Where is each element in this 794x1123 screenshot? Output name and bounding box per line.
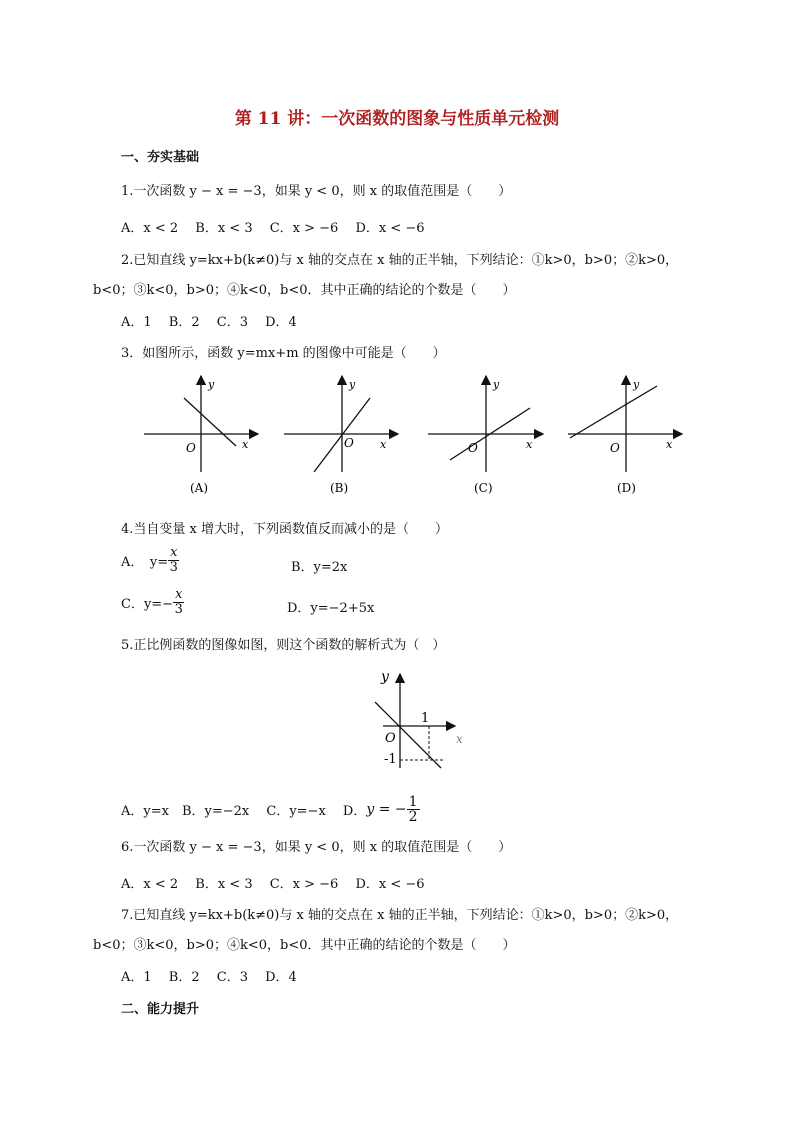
- question-4-option-d: D．y=−2+5x: [287, 601, 375, 616]
- graph-c-x-label: x: [526, 438, 533, 451]
- question-5-graph: [355, 664, 470, 772]
- graph-tick-one: 1: [421, 711, 430, 726]
- option-a-prefix: A． y=: [121, 555, 169, 570]
- graph-a-origin: O: [186, 441, 196, 455]
- graph-a-x-label: x: [242, 438, 249, 451]
- graph-d-origin: O: [610, 441, 620, 455]
- graph-b-caption: (B): [330, 481, 349, 495]
- option-d-denominator: 2: [408, 809, 418, 825]
- question-1-text: 1.一次函数 y − x = −3，如果 y < 0，则 x 的取值范围是（ ）: [121, 184, 512, 199]
- option-d-prefix: y = −: [366, 801, 407, 818]
- option-a-numerator: x: [170, 545, 178, 560]
- option-c-fraction: [173, 588, 184, 617]
- question-7-line1: 7.已知直线 y=kx+b(k≠0)与 x 轴的交点在 x 轴的正半轴，下列结论：①k>0，b>0；②k>0，: [121, 908, 679, 923]
- option-a-denominator: 3: [169, 560, 178, 575]
- option-d-numerator: 1: [408, 794, 418, 810]
- graph-c-caption: (C): [474, 481, 493, 495]
- question-4-option-c: [121, 588, 184, 617]
- graph-a: [144, 376, 258, 495]
- graph-b: [284, 376, 398, 495]
- question-4-option-a: [121, 546, 179, 575]
- graph-b-origin: O: [344, 436, 354, 450]
- option-a-fraction: [168, 546, 179, 575]
- question-4-option-b: B．y=2x: [291, 560, 348, 575]
- graph-c-origin: O: [468, 441, 478, 455]
- graph-a-y-label: y: [208, 378, 215, 391]
- question-2-options: A．1 B．2 C．3 D．4: [121, 315, 297, 330]
- graph-y-label: y: [381, 669, 389, 685]
- option-c-denominator: 3: [174, 602, 183, 617]
- question-2-line2: b<0；③k<0，b>0；④k<0，b<0．其中正确的结论的个数是（ ）: [93, 283, 516, 298]
- graph-d-caption: (D): [617, 481, 636, 495]
- graph-c: [428, 376, 543, 495]
- question-6-text: 6.一次函数 y − x = −3，如果 y < 0，则 x 的取值范围是（ ）: [121, 840, 512, 855]
- page-title: 第 11 讲：一次函数的图象与性质单元检测: [234, 109, 560, 129]
- graph-d-line: [570, 386, 657, 438]
- graph-a-caption: (A): [190, 481, 209, 495]
- question-3-graphs: [130, 368, 700, 500]
- section-heading-basics: 一、夯实基础: [121, 150, 200, 165]
- options-a-to-c: A．y=x B．y=−2x C．y=−x D．: [121, 804, 367, 819]
- option-d-fraction: [407, 795, 420, 824]
- question-7-options: A．1 B．2 C．3 D．4: [121, 970, 297, 985]
- graph-tick-minus-one: -1: [384, 752, 397, 767]
- option-c-prefix: C．y=−: [121, 597, 174, 612]
- question-4-text: 4.当自变量 x 增大时，下列函数值反而减小的是（ ）: [121, 522, 448, 537]
- graph-a-line: [184, 398, 236, 446]
- question-6-options: A．x < 2 B．x < 3 C．x > −6 D．x < −6: [121, 877, 425, 892]
- section-heading-advanced: 二、能力提升: [121, 1002, 200, 1017]
- graph-b-x-label: x: [380, 438, 387, 451]
- question-2-line1: 2.已知直线 y=kx+b(k≠0)与 x 轴的交点在 x 轴的正半轴，下列结论：①k>0，b>0；②k>0，: [121, 253, 679, 268]
- graph-b-y-label: y: [349, 378, 356, 391]
- question-1-options: A．x < 2 B．x < 3 C．x > −6 D．x < −6: [121, 221, 425, 236]
- graph-d-x-label: x: [666, 438, 673, 451]
- graph-d-y-label: y: [633, 378, 640, 391]
- graph-c-y-label: y: [493, 378, 500, 391]
- graph-x-label: x: [456, 732, 463, 746]
- question-3-text: 3．如图所示，函数 y=mx+m 的图像中可能是（ ）: [121, 346, 446, 361]
- question-7-line2: b<0；③k<0，b>0；④k<0，b<0．其中正确的结论的个数是（ ）: [93, 938, 516, 953]
- graph-origin: O: [385, 731, 396, 746]
- option-c-numerator: x: [175, 587, 183, 602]
- question-5-options: [121, 795, 420, 824]
- graph-d: [568, 376, 682, 495]
- question-5-text: 5.正比例函数的图像如图，则这个函数的解析式为（ ）: [121, 638, 446, 653]
